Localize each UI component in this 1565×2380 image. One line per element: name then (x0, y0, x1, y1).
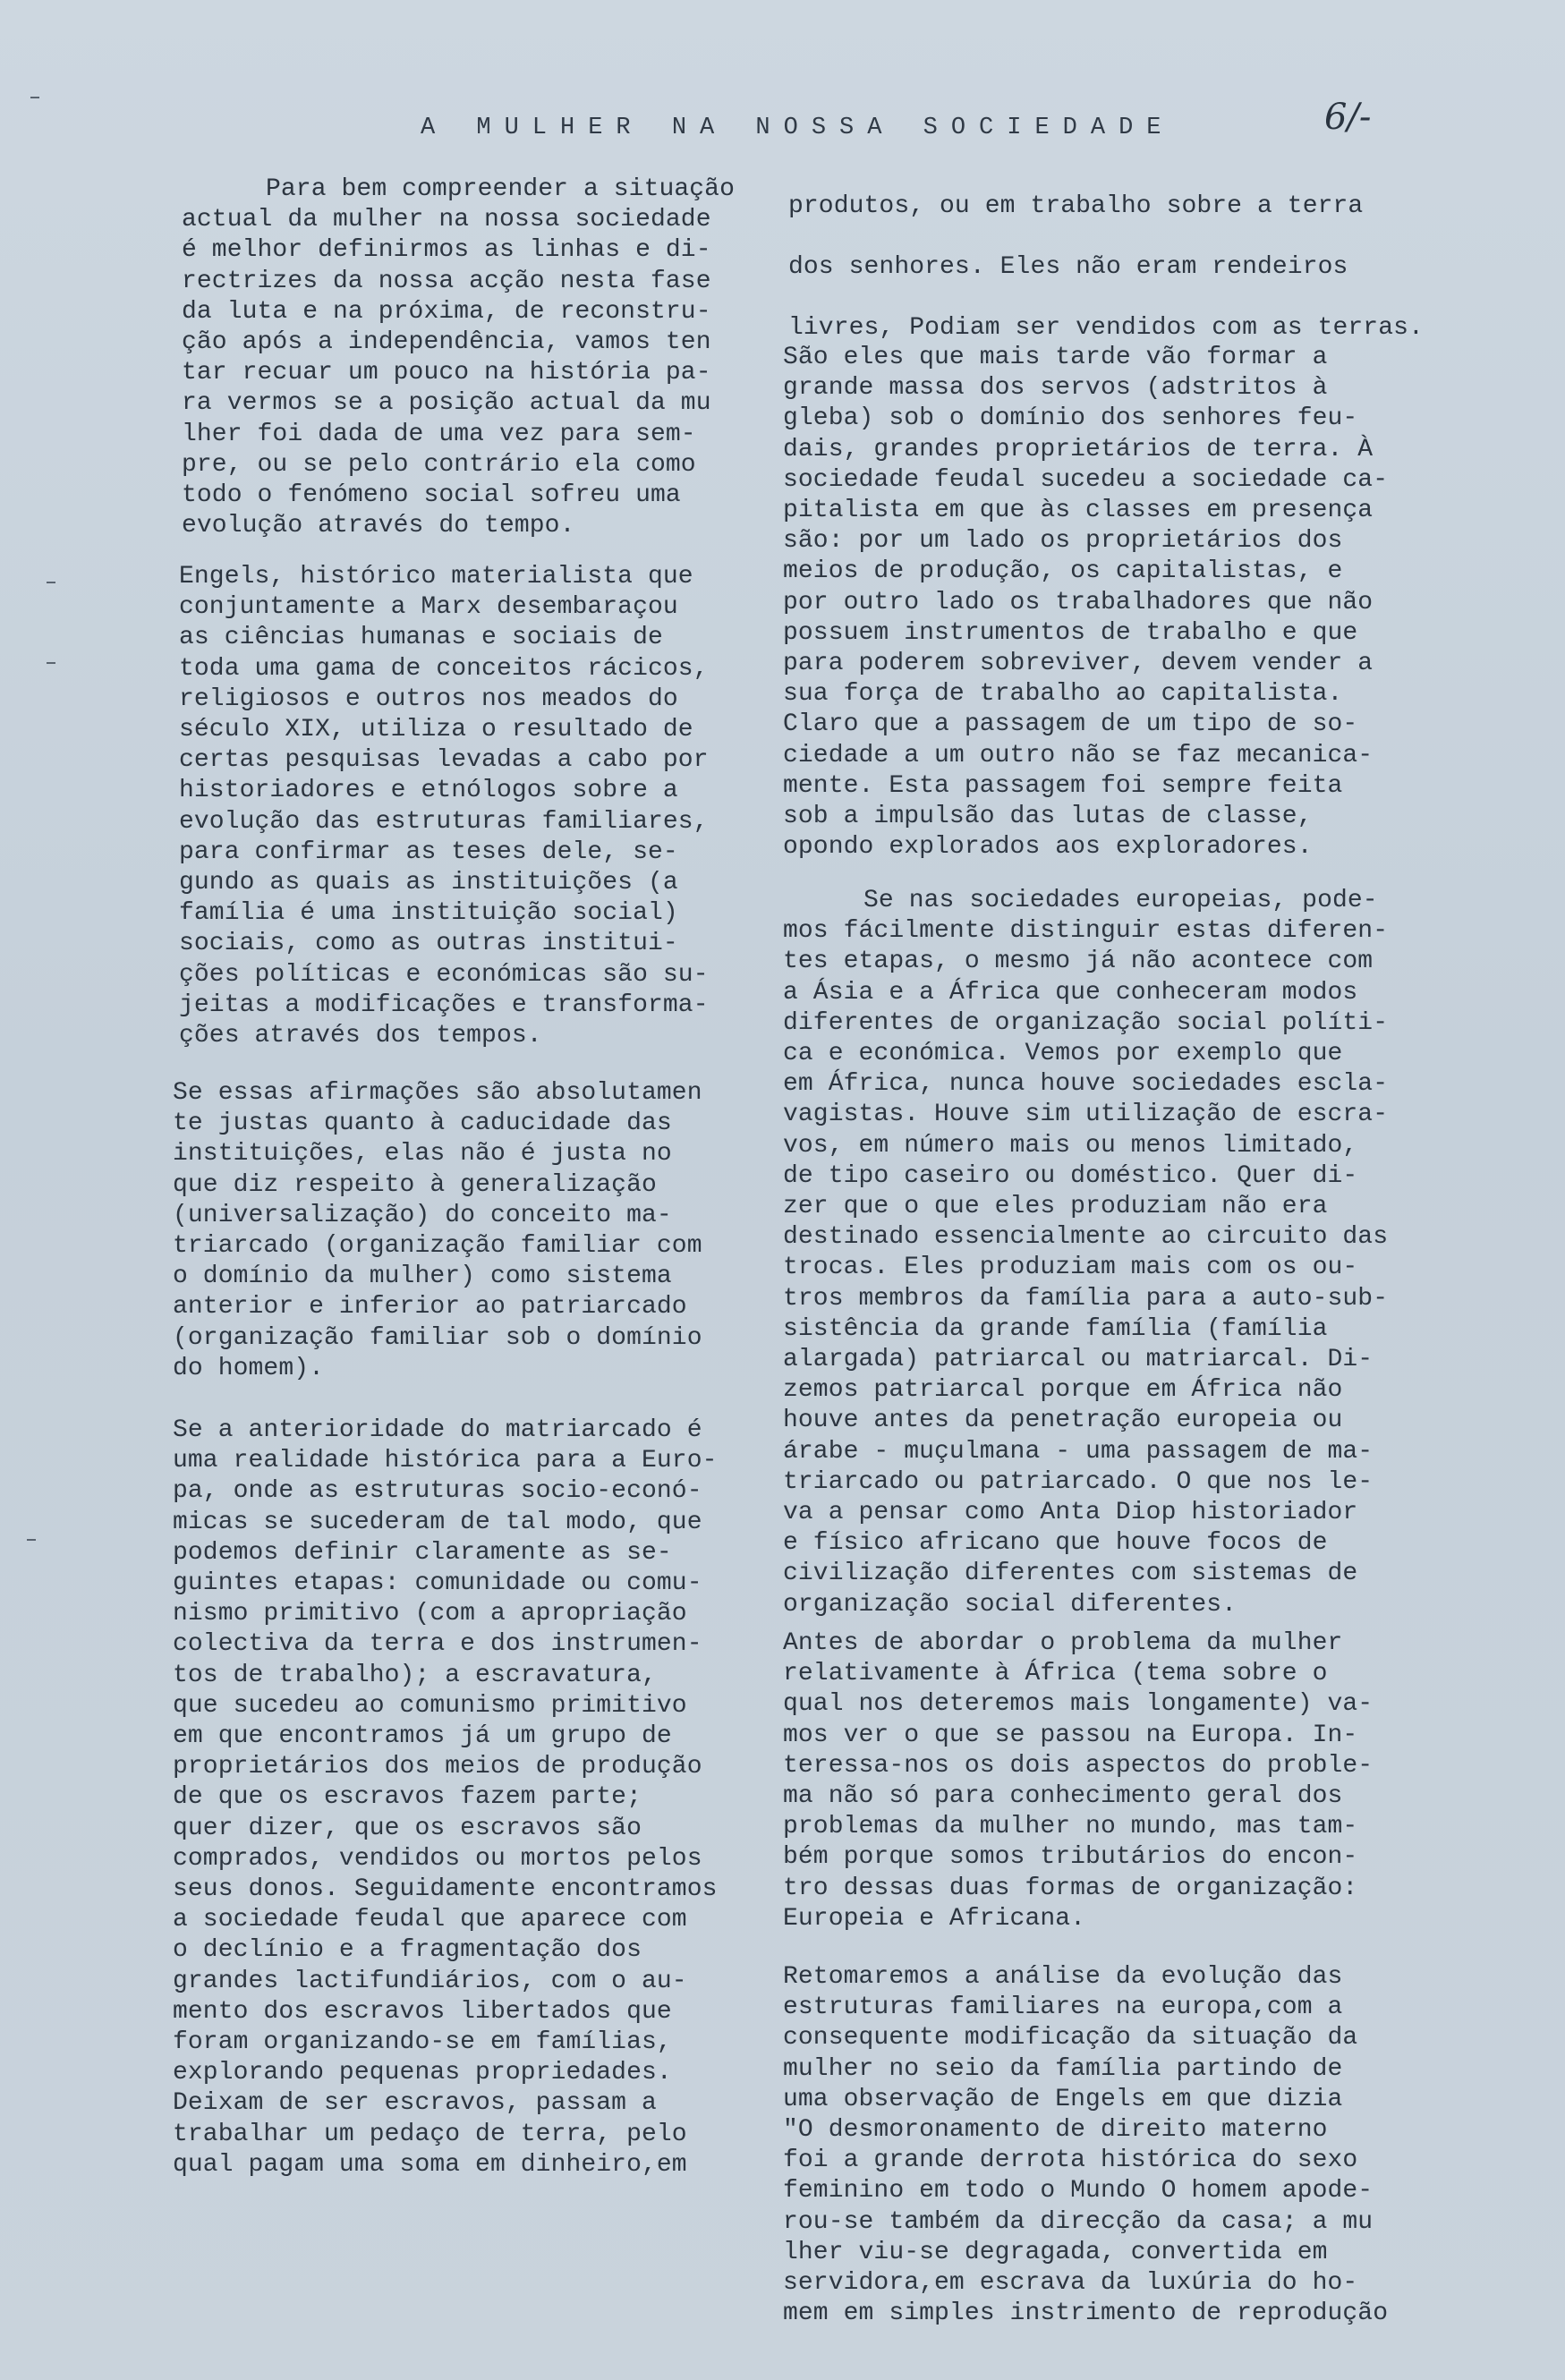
text-line: religiosos e outros nos meados do (179, 684, 678, 713)
text-line: as ciências humanas e sociais de (179, 624, 663, 652)
text-line: triarcado (organização familiar com (173, 1232, 702, 1261)
margin-mark (30, 97, 39, 98)
text-line: (universalização) do conceito ma- (173, 1201, 672, 1229)
text-line: houve antes da penetração europeia ou (783, 1407, 1343, 1435)
paragraph (179, 562, 709, 1051)
text-line: família é uma instituição social) (179, 899, 678, 928)
text-line: seus donos. Seguidamente encontramos (173, 1875, 718, 1904)
text-line: produtos, ou em trabalho sobre a terra (788, 192, 1364, 220)
text-line: ções através dos tempos. (179, 1022, 542, 1050)
text-line: vos, em número mais ou menos limitado, (783, 1131, 1358, 1160)
text-line: tos de trabalho); a escravatura, (173, 1661, 657, 1689)
text-line: explorando pequenas propriedades. (173, 2059, 672, 2087)
text-line: instituições, elas não é justa no (173, 1140, 672, 1169)
text-line: opondo explorados aos exploradores. (783, 833, 1313, 862)
text-line: para poderem sobreviver, devem vender a (783, 650, 1374, 678)
text-line: gleba) sob o domínio dos senhores feu- (783, 404, 1358, 433)
text-line: problemas da mulher no mundo, mas tam- (783, 1813, 1358, 1841)
text-line: trocas. Eles produziam mais com os ou- (783, 1254, 1358, 1282)
text-line: mos ver o que se passou na Europa. In- (783, 1721, 1358, 1749)
text-line: ções políticas e económicas são su- (179, 960, 709, 989)
text-line: trabalhar um pedaço de terra, pelo (173, 2120, 687, 2148)
text-line: de que os escravos fazem parte; (173, 1783, 642, 1812)
text-line: mento dos escravos libertados que (173, 1997, 672, 2026)
text-line: "O desmoronamento de direito materno (783, 2116, 1328, 2145)
text-line: da luta e na próxima, de reconstru- (182, 297, 711, 326)
text-line: proprietários dos meios de produção (173, 1753, 702, 1781)
text-line: alargada) patriarcal ou matriarcal. Di- (783, 1346, 1374, 1374)
text-line: tro dessas duas formas de organização: (783, 1874, 1358, 1902)
paragraph (783, 343, 1388, 863)
text-line: historiadores e etnólogos sobre a (179, 777, 678, 805)
text-line: Se a anterioridade do matriarcado é (173, 1416, 702, 1444)
paragraph (166, 174, 735, 541)
text-line: Para bem compreender a situação (266, 175, 735, 203)
text-line: triarcado ou patriarcado. O que nos le- (783, 1467, 1374, 1496)
text-line: organização social diferentes. (783, 1590, 1238, 1619)
text-line: zemos patriarcal porque em África não (783, 1376, 1343, 1405)
text-line: teressa-nos os dois aspectos do proble- (783, 1751, 1374, 1780)
text-line: quer dizer, que os escravos são (173, 1814, 642, 1842)
text-line: Se essas afirmações são absolutamen (173, 1079, 702, 1107)
paragraph (783, 1962, 1388, 2329)
text-line: qual nos deteremos mais longamente) va- (783, 1690, 1374, 1719)
text-line: para confirmar as teses dele, se- (179, 837, 678, 866)
page-number: 6/- (1324, 97, 1372, 138)
page-title: A MULHER NA NOSSA SOCIEDADE (421, 115, 1175, 141)
text-line: em que encontramos já um grupo de (173, 1722, 672, 1751)
text-line: lher viu-se degragada, convertida em (783, 2238, 1328, 2266)
text-line: uma realidade histórica para a Euro- (173, 1447, 718, 1475)
text-line: certas pesquisas levadas a cabo por (179, 746, 709, 775)
text-line: conjuntamente a Marx desembaraçou (179, 593, 678, 622)
text-line: qual pagam uma soma em dinheiro,em (173, 2150, 687, 2179)
text-line: é melhor definirmos as linhas e di- (182, 236, 711, 265)
text-line: Europeia e Africana. (783, 1904, 1086, 1933)
text-line: vagistas. Houve sim utilização de escra- (783, 1101, 1389, 1129)
text-line: sistência da grande família (família (783, 1314, 1328, 1343)
text-line: sociedade feudal sucedeu a sociedade ca- (783, 465, 1389, 494)
text-line: de tipo caseiro ou doméstico. Quer di- (783, 1161, 1358, 1190)
text-line: ciedade a um outro não se faz mecanica- (783, 741, 1374, 769)
text-line: jeitas a modificações e transforma- (179, 990, 709, 1019)
text-line: relativamente à África (tema sobre o (783, 1660, 1328, 1688)
text-line: zer que o que eles produziam não era (783, 1193, 1328, 1221)
text-line: do homem). (173, 1354, 325, 1382)
text-line: colectiva da terra e dos instrumen- (173, 1630, 702, 1659)
text-line: ma não só para conhecimento geral dos (783, 1782, 1343, 1811)
text-line: mente. Esta passagem foi sempre feita (783, 771, 1343, 800)
text-line: mulher no seio da família partindo de (783, 2054, 1343, 2083)
text-line: por outro lado os trabalhadores que não (783, 588, 1374, 616)
text-line: te justas quanto à caducidade das (173, 1109, 672, 1138)
text-line: século XIX, utiliza o resultado de (179, 716, 693, 744)
text-line: guintes etapas: comunidade ou comu- (173, 1569, 702, 1598)
text-line: a Ásia e a África que conheceram modos (783, 978, 1358, 1007)
text-line: o declínio e a fragmentação dos (173, 1936, 642, 1965)
text-line: grandes lactifundiários, com o au- (173, 1967, 687, 1995)
text-line: o domínio da mulher) como sistema (173, 1262, 672, 1291)
text-line: sob a impulsão das lutas de classe, (783, 803, 1313, 831)
paragraph (783, 1628, 1373, 1934)
text-line: rectrizes da nossa acção nesta fase (182, 267, 711, 295)
text-line: va a pensar como Anta Diop historiador (783, 1499, 1358, 1527)
text-line: dos senhores. Eles não eram rendeiros (788, 253, 1348, 281)
text-line: pitalista em que às classes em presença (783, 497, 1374, 525)
margin-mark (27, 1539, 36, 1541)
text-line: estruturas familiares na europa,com a (783, 1993, 1343, 2022)
text-line: possuem instrumentos de trabalho e que (783, 618, 1358, 647)
text-line: foram organizando-se em famílias, (173, 2028, 672, 2057)
text-line: Engels, histórico materialista que (179, 563, 693, 591)
text-line: foi a grande derrota histórica do sexo (783, 2146, 1358, 2175)
text-line: Se nas sociedades europeias, pode- (863, 887, 1378, 914)
text-line: nismo primitivo (com a apropriação (173, 1600, 687, 1628)
text-line: são: por um lado os proprietários dos (783, 527, 1343, 556)
text-line: destinado essencialmente ao circuito das (783, 1223, 1389, 1252)
text-line: ra vermos se a posição actual da mu (182, 389, 711, 418)
text-line: rou-se também da direcção da casa; a mu (783, 2207, 1374, 2236)
text-line: em África, nunca houve sociedades escla- (783, 1070, 1389, 1099)
text-line: pre, ou se pelo contrário ela como (182, 450, 696, 479)
text-line: actual da mulher na nossa sociedade (182, 206, 711, 234)
text-line: pa, onde as estruturas socio-econó- (173, 1477, 702, 1506)
text-line: podemos definir claramente as se- (173, 1538, 672, 1567)
text-line: Deixam de ser escravos, passam a (173, 2089, 657, 2118)
text-line: evolução das estruturas familiares, (179, 807, 709, 836)
text-line: ca e económica. Vemos por exemplo que (783, 1040, 1343, 1068)
text-line: tes etapas, o mesmo já não acontece com (783, 948, 1374, 976)
text-line: Antes de abordar o problema da mulher (783, 1629, 1343, 1657)
text-line: que sucedeu ao comunismo primitivo (173, 1691, 687, 1720)
text-line: sociais, como as outras institui- (179, 930, 678, 958)
paragraph (788, 176, 1424, 359)
text-line: ção após a independência, vamos ten (182, 328, 711, 357)
paragraph (783, 886, 1388, 1620)
text-line: toda uma gama de conceitos rácicos, (179, 654, 709, 683)
margin-mark (47, 582, 55, 583)
text-line: evolução através do tempo. (182, 512, 575, 540)
text-line: tar recuar um pouco na história pa- (182, 359, 711, 387)
text-line: micas se sucederam de tal modo, que (173, 1508, 702, 1536)
text-line: São eles que mais tarde vão formar a (783, 344, 1328, 371)
text-line: e físico africano que houve focos de (783, 1529, 1328, 1558)
text-line: civilização diferentes com sistemas de (783, 1560, 1358, 1588)
text-line: tros membros da família para a auto-sub- (783, 1284, 1389, 1313)
text-line: mos fácilmente distinguir estas diferen- (783, 917, 1389, 946)
text-line: Retomaremos a análise da evolução das (783, 1963, 1343, 1991)
text-line: que diz respeito à generalização (173, 1170, 657, 1199)
text-line: servidora,em escrava da luxúria do ho- (783, 2269, 1358, 2298)
text-line: a sociedade feudal que aparece com (173, 1906, 687, 1934)
text-line: Claro que a passagem de um tipo de so- (783, 710, 1358, 739)
text-line: gundo as quais as instituições (a (179, 869, 678, 897)
text-line: anterior e inferior ao patriarcado (173, 1293, 687, 1322)
paragraph (173, 1415, 718, 2180)
text-line: meios de produção, os capitalistas, e (783, 557, 1343, 586)
margin-mark (47, 662, 55, 664)
text-line: sua força de trabalho ao capitalista. (783, 680, 1343, 709)
text-line: bém porque somos tributários do encon- (783, 1843, 1358, 1872)
text-line: feminino em todo o Mundo O homem apode- (783, 2177, 1374, 2206)
text-line: livres, Podiam ser vendidos com as terras. (788, 314, 1424, 342)
paragraph (173, 1078, 702, 1384)
text-line: todo o fenómeno social sofreu uma (182, 481, 681, 510)
text-line: uma observação de Engels em que dizia (783, 2085, 1343, 2113)
text-line: consequente modificação da situação da (783, 2024, 1358, 2053)
text-line: árabe - muçulmana - uma passagem de ma- (783, 1437, 1374, 1466)
text-line: comprados, vendidos ou mortos pelos (173, 1844, 702, 1873)
text-line: grande massa dos servos (adstritos à (783, 374, 1328, 403)
text-line: mem em simples instrimento de reprodução (783, 2299, 1389, 2328)
text-line: dais, grandes proprietários de terra. À (783, 435, 1374, 463)
text-line: diferentes de organização social políti- (783, 1008, 1389, 1037)
text-line: lher foi dada de uma vez para sem- (182, 420, 696, 448)
text-line: (organização familiar sob o domínio (173, 1323, 702, 1352)
